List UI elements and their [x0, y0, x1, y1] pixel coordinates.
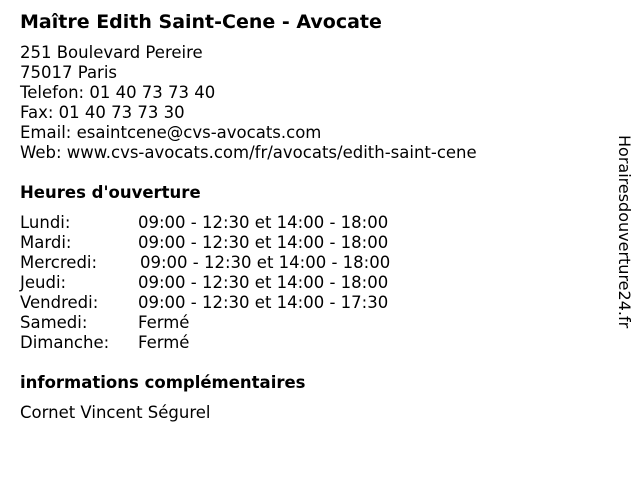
info-text: Cornet Vincent Ségurel	[20, 403, 211, 422]
hours-row-friday	[20, 293, 440, 313]
fax-number: Fax: 01 40 73 73 30	[20, 103, 185, 122]
hours-time: Fermé	[138, 333, 190, 352]
hours-time: Fermé	[138, 313, 190, 332]
hours-time: 09:00 - 12:30 et 14:00 - 18:00	[138, 233, 389, 252]
address-city: 75017 Paris	[20, 63, 118, 82]
site-watermark: Horairesdouverture24.fr	[615, 135, 634, 329]
contact-block	[20, 43, 477, 163]
hours-row-wednesday	[20, 253, 440, 273]
hours-day: Samedi:	[20, 313, 88, 332]
hours-row-monday	[20, 213, 440, 233]
hours-heading: Heures d'ouverture	[20, 183, 201, 202]
hours-day: Jeudi:	[20, 273, 67, 292]
hours-row-sunday	[20, 333, 440, 353]
phone-number: Telefon: 01 40 73 73 40	[20, 83, 216, 102]
website-url: Web: www.cvs-avocats.com/fr/avocats/edith-saint-cene	[20, 143, 477, 162]
info-heading: informations complémentaires	[20, 373, 306, 392]
hours-row-thursday	[20, 273, 440, 293]
email-address: Email: esaintcene@cvs-avocats.com	[20, 123, 322, 142]
hours-row-saturday	[20, 313, 440, 333]
hours-day: Dimanche:	[20, 333, 110, 352]
hours-day: Mercredi:	[20, 253, 98, 272]
hours-day: Lundi:	[20, 213, 71, 232]
hours-row-tuesday	[20, 233, 440, 253]
page-title: Maître Edith Saint-Cene - Avocate	[20, 11, 382, 33]
hours-time: 09:00 - 12:30 et 14:00 - 18:00	[138, 273, 389, 292]
hours-day: Vendredi:	[20, 293, 99, 312]
address-street: 251 Boulevard Pereire	[20, 43, 203, 62]
hours-table	[20, 213, 440, 353]
hours-time: 09:00 - 12:30 et 14:00 - 17:30	[138, 293, 389, 312]
hours-time: 09:00 - 12:30 et 14:00 - 18:00	[140, 253, 391, 272]
hours-day: Mardi:	[20, 233, 72, 252]
hours-time: 09:00 - 12:30 et 14:00 - 18:00	[138, 213, 389, 232]
